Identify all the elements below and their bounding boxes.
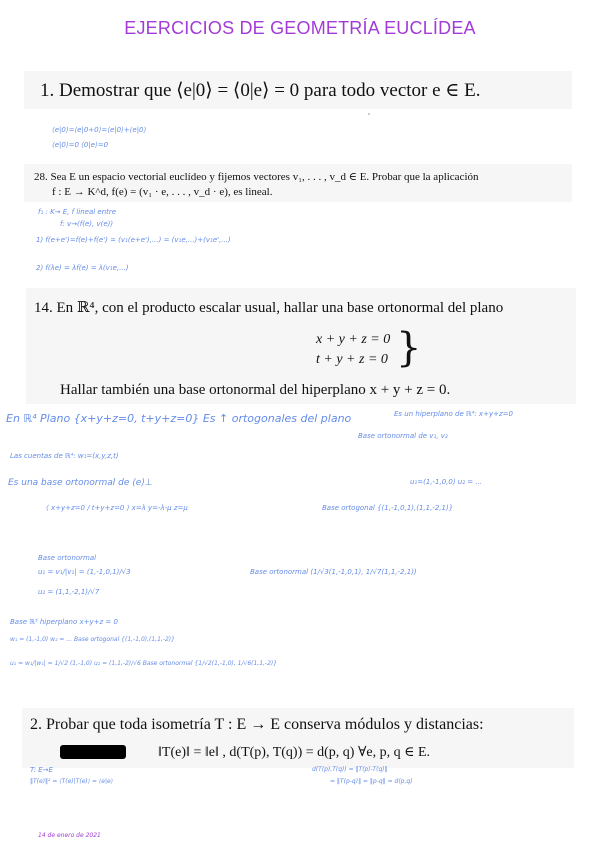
handwritten-note: T: E→E — [30, 766, 53, 774]
page-title: EJERCICIOS DE GEOMETRÍA EUCLÍDEA — [124, 18, 476, 38]
handwritten-note: f: v→(f(e), v(e)) — [60, 220, 114, 228]
handwritten-note: 1) f(e+e')=f(e)+f(e') = (v₁(e+e'),...) = (v₁e,...)+(v₁e',...) — [36, 236, 231, 244]
handwritten-note: d(T(p),T(q)) = ‖T(p)-T(q)‖ — [312, 766, 388, 773]
brace-symbol: } — [396, 325, 422, 371]
handwritten-note: u₂ = (1,1,-2,1)/√7 — [38, 588, 100, 596]
handwritten-note: Base ortonormal — [38, 554, 97, 562]
handwritten-note: Base ortonormal de v₁, v₂ — [358, 432, 448, 440]
handwritten-note: f₁ : K→ E, f lineal entre — [38, 208, 117, 216]
exercise-2-statement: 2. Probar que toda isometría T : E → E conserva módulos y distancias: — [30, 716, 484, 733]
handwritten-note: ‖T(e)‖² = ⟨T(e)|T(e)⟩ = ⟨e|e⟩ — [30, 778, 113, 785]
exercise-14-statement-2: Hallar también una base ortonormal del hiperplano x + y + z = 0. — [60, 382, 451, 398]
handwritten-note: ⟨e|0⟩=0 ⟨0|e⟩=0 — [52, 141, 109, 149]
handwritten-note: = ‖T(p-q)‖ = ‖p-q‖ = d(p,q) — [330, 778, 413, 785]
handwritten-note: u₁ = w₁/|w₁| = 1/√2 (1,-1,0) u₂ = (1,1,-2)/√6 Base ortonormal {1/√2(1,-1,0), 1/√6(1,1,-2)} — [10, 660, 278, 667]
equation-1: x + y + z = 0 — [316, 332, 391, 347]
exercise-1-statement: 1. Demostrar que ⟨e|0⟩ = ⟨0|e⟩ = 0 para todo vector e ∈ E. — [40, 80, 481, 101]
date-note: 14 de enero de 2021 — [38, 832, 101, 839]
mark — [368, 113, 370, 115]
exercise-14-statement: 14. En ℝ⁴, con el producto escalar usual, hallar una base ortonormal del plano — [34, 300, 504, 316]
handwritten-note: Las cuentas de ℝ⁴: w₁=(x,y,z,t) — [10, 452, 119, 460]
handwritten-note: ⟨e|0⟩=⟨e|0+0⟩=⟨e|0⟩+⟨e|0⟩ — [52, 126, 147, 134]
exercise-28-statement-line1: 28. Sea E un espacio vectorial euclídeo y fijemos vectores v₁, . . . , v_d ∈ E. Probar que la aplicación — [34, 171, 479, 183]
handwritten-note: u₁=(1,-1,0,0) u₂ = ... — [410, 478, 483, 486]
handwritten-note: Base ortonormal (1/√3(1,-1,0,1), 1/√7(1,1,-2,1)) — [250, 568, 417, 576]
handwritten-note: 2) f(λe) = λf(e) = λ(v₁e,...) — [36, 264, 129, 272]
equation-2: t + y + z = 0 — [316, 352, 388, 367]
handwritten-note: w₁ = (1,-1,0) w₂ = ... Base ortogonal {(1,-1,0),(1,1,-2)} — [10, 636, 175, 643]
exercise-28-statement-line2: f : E → K^d, f(e) = (v₁ · e, . . . , v_d · e), es lineal. — [52, 186, 273, 198]
handwritten-note: Base ℝ³ hiperplano x+y+z = 0 — [10, 618, 118, 626]
handwritten-note: En ℝ⁴ Plano {x+y+z=0, t+y+z=0} Es ↑ ortogonales del plano — [6, 412, 352, 425]
handwritten-note: Es una base ortonormal de ⟨e⟩⊥ — [8, 478, 153, 488]
handwritten-note: ⟨ x+y+z=0 / t+y+z=0 ⟩ x=λ y=-λ-μ z=μ — [46, 504, 188, 512]
handwritten-note: u₁ = v₁/|v₁| = (1,-1,0,1)/√3 — [38, 568, 131, 576]
exercise-2-formula: ‖T(e)‖ = ‖e‖ , d(T(p), T(q)) = d(p, q) ∀e, p, q ∈ E. — [158, 745, 431, 760]
handwritten-note: Base ortogonal {(1,-1,0,1),(1,1,-2,1)} — [322, 504, 454, 512]
redaction-mark — [60, 745, 126, 759]
handwritten-note: Es un hiperplano de ℝ⁴: x+y+z=0 — [394, 410, 513, 418]
